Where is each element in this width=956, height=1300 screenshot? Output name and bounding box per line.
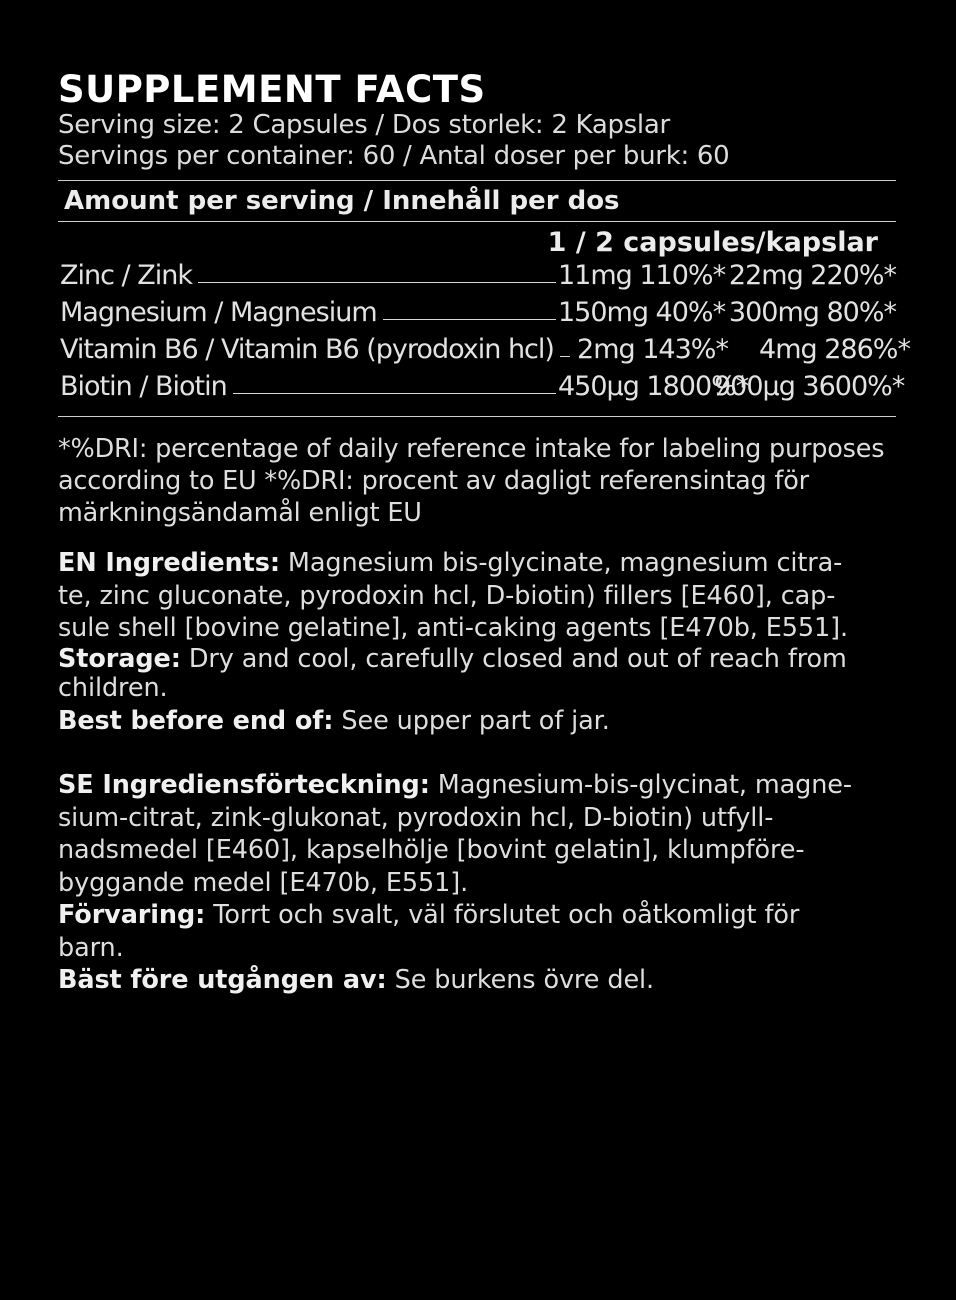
nutrient-name: Zinc / Zink bbox=[60, 260, 192, 291]
nutrient-row-biotin bbox=[58, 365, 905, 402]
en-section: EN Ingredients: Magnesium bis-glycinate, magnesium citra- te, zinc gluconate, pyrodoxin hcl, D-biotin) fillers [E460], cap- sule shell [bovine gelatine], anti-caking agents [E470b, E551]. Storage: Dry and cool, carefully closed and out of reach from children. Best before end of: See upper part of jar. bbox=[58, 547, 896, 737]
se-best-before: Bäst före utgången av: Se burkens övre del. bbox=[58, 965, 655, 995]
nutrient-row-zinc bbox=[58, 254, 896, 291]
page-title: SUPPLEMENT FACTS bbox=[58, 68, 486, 111]
serving-size: Serving size: 2 Capsules / Dos storlek: 2 Kapslar bbox=[58, 110, 670, 140]
divider bbox=[58, 416, 896, 417]
nutrient-name: Magnesium / Magnesium bbox=[60, 297, 377, 328]
nutrient-name: Biotin / Biotin bbox=[60, 371, 227, 402]
half-dose-value: 450µg 1800%* bbox=[558, 371, 749, 402]
se-section: SE Ingrediensförteckning: Magnesium-bis-glycinat, magne- sium-citrat, zink-glukonat, pyrodoxin hcl, D-biotin) utfyll- nadsmedel [E460], kapselhölje [bovint gelatin], klumpföre- byggande medel [E470b, E551]. Förvaring: Torrt och svalt, väl förslutet och oåtkomligt för barn. Bäst före utgången av: Se burkens övre del. bbox=[58, 769, 896, 997]
servings-per-container: Servings per container: 60 / Antal doser per burk: 60 bbox=[58, 141, 730, 171]
full-dose-value: 4mg 286%* bbox=[759, 334, 910, 365]
supplement-facts-panel bbox=[58, 68, 910, 997]
se-storage: Förvaring: Torrt och svalt, väl förslutet och oåtkomligt för bbox=[58, 900, 800, 930]
full-dose-value: 22mg 220%* bbox=[728, 260, 896, 291]
leader-line bbox=[383, 319, 556, 320]
dose-column-header: 1 / 2 capsules/kapslar bbox=[547, 227, 878, 258]
half-dose-value: 2mg 143%* bbox=[577, 334, 728, 365]
dri-footnote: *%DRI: percentage of daily reference intake for labeling purposes according to EU *%DRI: procent av dagligt referensintag för märkningsändamål enligt EU bbox=[58, 434, 885, 528]
full-dose-value: 300mg 80%* bbox=[728, 297, 896, 328]
leader-line bbox=[198, 282, 556, 283]
nutrient-row-magnesium bbox=[58, 291, 896, 328]
en-best-before: Best before end of: See upper part of jar. bbox=[58, 705, 610, 736]
half-dose-value: 11mg 110%* bbox=[558, 260, 726, 291]
amount-per-serving-header: Amount per serving / Innehåll per dos bbox=[64, 186, 620, 216]
en-ingredients: EN Ingredients: Magnesium bis-glycinate, magnesium citra- bbox=[58, 548, 843, 578]
nutrient-table bbox=[58, 254, 910, 402]
half-dose-value: 150mg 40%* bbox=[558, 297, 726, 328]
se-ingredients: SE Ingrediensförteckning: Magnesium-bis-glycinat, magne- bbox=[58, 770, 852, 800]
leader-line bbox=[233, 393, 556, 394]
leader-line bbox=[560, 356, 570, 357]
nutrient-row-vitamin-b6 bbox=[58, 328, 910, 365]
nutrient-name: Vitamin B6 / Vitamin B6 (pyrodoxin hcl) bbox=[60, 334, 554, 365]
full-dose-value: 900µg 3600%* bbox=[714, 371, 905, 402]
en-storage: Storage: Dry and cool, carefully closed and out of reach from bbox=[58, 643, 847, 674]
